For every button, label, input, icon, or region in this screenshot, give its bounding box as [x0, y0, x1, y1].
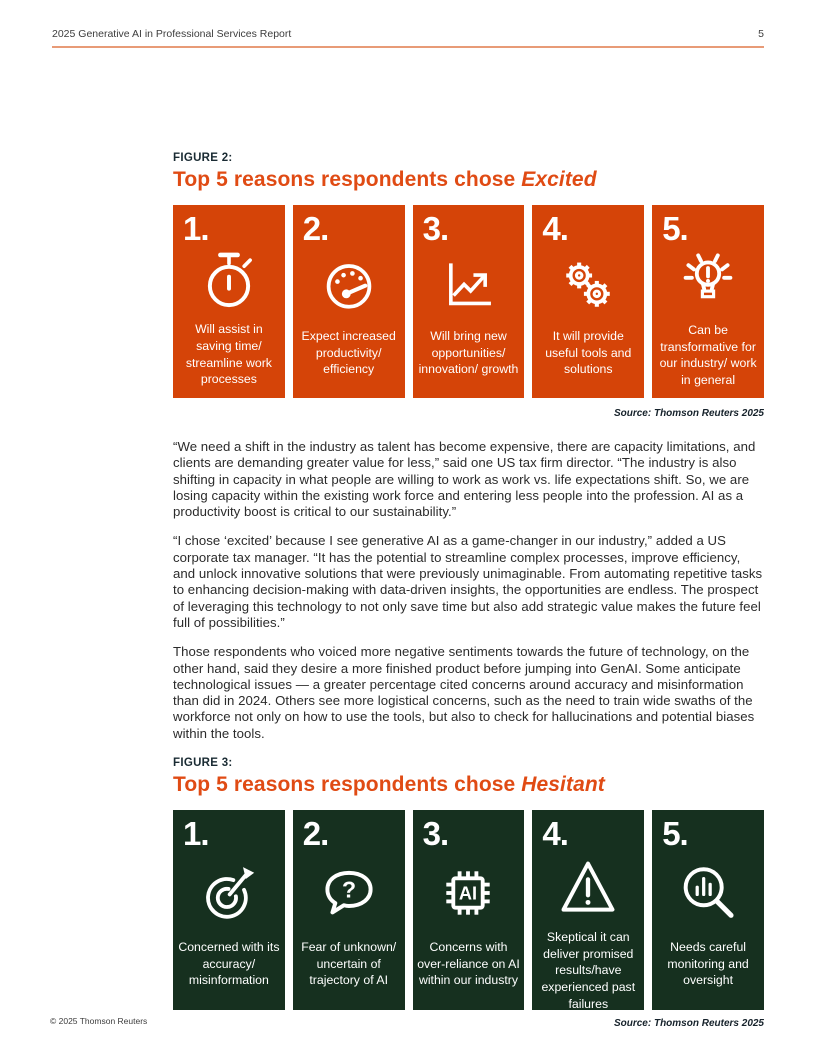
reason-card — [413, 810, 525, 1010]
card-label: Expect increased productivity/ efficiency — [301, 329, 396, 377]
figure3-source-note: Source: Thomson Reuters 2025 — [613, 1018, 764, 1030]
figure3-title: Top 5 reasons respondents chose Hesitant — [173, 773, 605, 797]
card-label: Concerns with over-reliance on AI within our industry — [417, 940, 520, 988]
reason-card — [532, 810, 644, 1010]
card-label: Concerned with its accuracy/ misinformation — [178, 940, 280, 988]
card-number: 2. — [302, 210, 329, 247]
reason-card — [652, 810, 764, 1010]
card-label: It will provide useful tools and solutions — [545, 329, 632, 377]
page-number: 5 — [758, 28, 764, 40]
footer-copyright: © 2025 Thomson Reuters — [50, 1016, 148, 1026]
figure3-section — [173, 757, 764, 1029]
card-number: 2. — [302, 815, 329, 853]
reason-card — [293, 810, 405, 1010]
reason-card — [173, 810, 285, 1010]
figure3-title-emphasis: Hesitant — [521, 773, 605, 797]
page-content — [173, 0, 764, 1029]
card-label: Fear of unknown/ uncertain of trajectory of AI — [301, 940, 397, 988]
figure2-source-note: Source: Thomson Reuters 2025 — [613, 408, 764, 419]
card-number: 4. — [542, 815, 568, 853]
target-dart-icon — [194, 852, 264, 934]
ai-chip-icon — [433, 852, 503, 934]
reason-card — [652, 205, 764, 398]
card-label: Skeptical it can deliver promised results/have experienced past failures — [541, 930, 636, 1011]
hesitant-card-row — [173, 810, 764, 1010]
figure2-title: Top 5 reasons respondents chose Excited — [173, 168, 597, 191]
paragraph: “I chose ‘excited’ because I see generative AI as a game-changer in our industry,” added a US corporate tax manager. “It has the potential to streamline complex processes, improve efficiency, and unlock innovative solutions that were previously unimaginable. From automating repetitive tasks to enhancing decision-making with data-driven insights, the opportunities are endless. The prospect of leveraging this technology to not only save time but also add strategic value makes the future feel full of possibilities.” — [173, 533, 763, 630]
reason-card — [293, 205, 405, 398]
body-copy — [173, 439, 764, 742]
page-header — [52, 28, 764, 48]
report-title: 2025 Generative AI in Professional Services Report — [52, 28, 292, 40]
growth-chart-icon — [435, 247, 501, 323]
card-number: 5. — [662, 210, 688, 247]
gears-icon — [554, 247, 622, 323]
reason-card — [532, 205, 644, 398]
stopwatch-icon — [196, 247, 262, 316]
paragraph: Those respondents who voiced more negative sentiments towards the future of technology, on the other hand, said they desire a more finished product before jumping into GenAI. Some anticipate technological issues — a greater percentage cited concerns around accuracy and misinformation than did in 2024. Others see more logistical concerns, such as the need to train wide swaths of the workforce not only on how to use the tools, but also to check for hallucinations and potential biases within the tools. — [173, 644, 755, 741]
card-number: 3. — [422, 815, 449, 853]
figure2-section — [173, 152, 764, 419]
lightbulb-icon — [673, 247, 743, 317]
figure3-label: FIGURE 3: — [173, 757, 233, 770]
card-number: 1. — [183, 815, 209, 853]
excited-card-row — [173, 205, 764, 398]
reason-card — [173, 205, 285, 398]
card-number: 1. — [183, 210, 209, 247]
gauge-icon — [315, 247, 383, 323]
card-number: 4. — [542, 210, 568, 247]
figure2-label: FIGURE 2: — [173, 152, 233, 164]
warning-triangle-icon — [552, 852, 624, 924]
svg-text:AI: AI — [459, 883, 478, 904]
card-number: 3. — [422, 210, 449, 247]
paragraph: “We need a shift in the industry as talent has become expensive, there are capacity limitations, and clients are demanding greater value for less,” said one US tax firm director. “The industry is also shifting in capacity in what people are willing to work as work vs. life expectations shift. So, we are losing capacity within the existing work force and entering less people into the profession. AI as a productivity boost is critical to our sustainability.” — [173, 439, 756, 520]
card-number: 5. — [662, 815, 688, 853]
svg-text:?: ? — [341, 876, 356, 903]
card-label: Will assist in saving time/ streamline work processes — [185, 322, 272, 387]
figure2-title-emphasis: Excited — [521, 168, 597, 191]
question-bubble-icon — [313, 852, 385, 934]
magnifier-chart-icon — [672, 852, 744, 934]
card-label: Can be transformative for our industry/ work in general — [659, 323, 757, 388]
card-label: Needs careful monitoring and oversight — [667, 940, 749, 988]
reason-card — [413, 205, 525, 398]
card-label: Will bring new opportunities/ innovation/ growth — [418, 329, 519, 377]
